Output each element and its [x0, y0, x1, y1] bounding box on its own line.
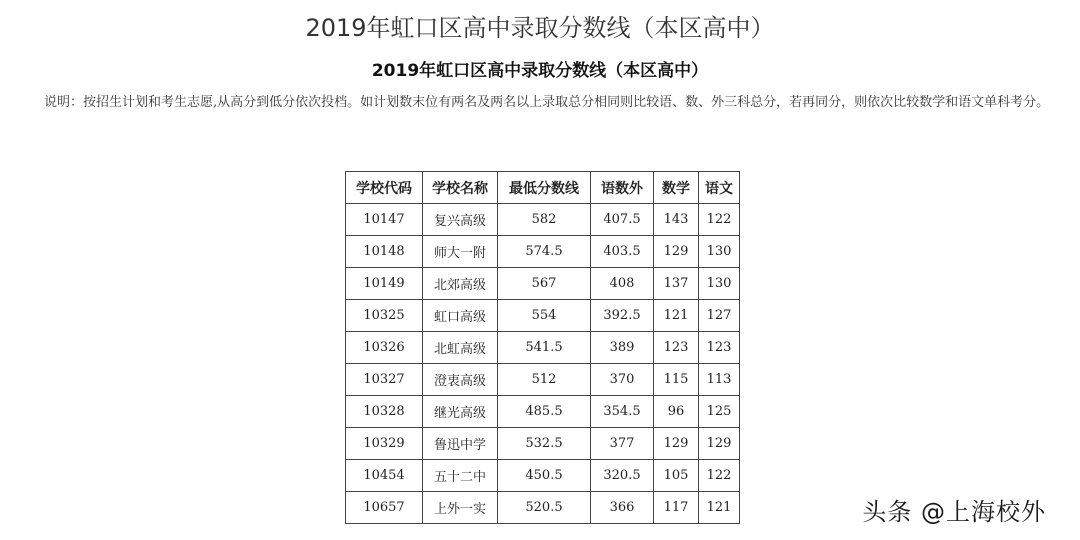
- school-code-cell: 10326: [346, 332, 423, 364]
- school-code-cell: 10329: [346, 428, 423, 460]
- table-body: [346, 204, 740, 524]
- school-code-cell: 10148: [346, 236, 423, 268]
- math-score-cell: 129: [654, 428, 699, 460]
- table-row: [346, 460, 740, 492]
- table-header-row: [346, 172, 740, 204]
- column-header-school-code: 学校代码: [346, 172, 423, 204]
- cme-score-cell: 320.5: [591, 460, 654, 492]
- cme-score-cell: 389: [591, 332, 654, 364]
- min-score-cell: 520.5: [498, 492, 591, 524]
- table-row: [346, 396, 740, 428]
- cme-score-cell: 366: [591, 492, 654, 524]
- math-score-cell: 137: [654, 268, 699, 300]
- math-score-cell: 115: [654, 364, 699, 396]
- cme-score-cell: 392.5: [591, 300, 654, 332]
- school-code-cell: 10657: [346, 492, 423, 524]
- table-row: [346, 332, 740, 364]
- table-row: [346, 268, 740, 300]
- math-score-cell: 143: [654, 204, 699, 236]
- column-header-school-name: 学校名称: [423, 172, 498, 204]
- school-code-cell: 10328: [346, 396, 423, 428]
- chinese-score-cell: 130: [699, 236, 740, 268]
- school-code-cell: 10325: [346, 300, 423, 332]
- chinese-score-cell: 122: [699, 460, 740, 492]
- table-row: [346, 236, 740, 268]
- chinese-score-cell: 125: [699, 396, 740, 428]
- source-watermark: 头条 @上海校外: [862, 498, 1046, 526]
- table-row: [346, 300, 740, 332]
- math-score-cell: 123: [654, 332, 699, 364]
- school-name-cell: 五十二中: [423, 460, 498, 492]
- column-header-chinese-math-english: 语数外: [591, 172, 654, 204]
- math-score-cell: 121: [654, 300, 699, 332]
- chinese-score-cell: 123: [699, 332, 740, 364]
- table-row: [346, 428, 740, 460]
- school-name-cell: 继光高级: [423, 396, 498, 428]
- chinese-score-cell: 113: [699, 364, 740, 396]
- chinese-score-cell: 130: [699, 268, 740, 300]
- school-name-cell: 北郊高级: [423, 268, 498, 300]
- cme-score-cell: 403.5: [591, 236, 654, 268]
- math-score-cell: 96: [654, 396, 699, 428]
- cme-score-cell: 377: [591, 428, 654, 460]
- school-name-cell: 上外一实: [423, 492, 498, 524]
- chinese-score-cell: 121: [699, 492, 740, 524]
- min-score-cell: 485.5: [498, 396, 591, 428]
- min-score-cell: 554: [498, 300, 591, 332]
- chinese-score-cell: 127: [699, 300, 740, 332]
- min-score-cell: 582: [498, 204, 591, 236]
- column-header-math: 数学: [654, 172, 699, 204]
- school-name-cell: 北虹高级: [423, 332, 498, 364]
- admission-score-table: [345, 171, 740, 524]
- cme-score-cell: 408: [591, 268, 654, 300]
- min-score-cell: 532.5: [498, 428, 591, 460]
- min-score-cell: 567: [498, 268, 591, 300]
- explanation-note: 说明：按招生计划和考生志愿,从高分到低分依次投档。如计划数末位有两名及两名以上录取总分相同则比较语、数、外三科总分，若再同分，则依次比较数学和语文单科考分。: [44, 95, 1050, 110]
- table-row: [346, 492, 740, 524]
- math-score-cell: 105: [654, 460, 699, 492]
- column-header-min-score: 最低分数线: [498, 172, 591, 204]
- school-code-cell: 10327: [346, 364, 423, 396]
- column-header-chinese: 语文: [699, 172, 740, 204]
- cme-score-cell: 407.5: [591, 204, 654, 236]
- article-subtitle: 2019年虹口区高中录取分数线（本区高中）: [371, 61, 709, 81]
- school-code-cell: 10454: [346, 460, 423, 492]
- table-row: [346, 364, 740, 396]
- school-name-cell: 师大一附: [423, 236, 498, 268]
- min-score-cell: 512: [498, 364, 591, 396]
- school-name-cell: 复兴高级: [423, 204, 498, 236]
- cme-score-cell: 370: [591, 364, 654, 396]
- school-name-cell: 虹口高级: [423, 300, 498, 332]
- chinese-score-cell: 122: [699, 204, 740, 236]
- chinese-score-cell: 129: [699, 428, 740, 460]
- math-score-cell: 117: [654, 492, 699, 524]
- page-title: 2019年虹口区高中录取分数线（本区高中）: [305, 14, 775, 42]
- table-row: [346, 204, 740, 236]
- math-score-cell: 129: [654, 236, 699, 268]
- min-score-cell: 450.5: [498, 460, 591, 492]
- min-score-cell: 574.5: [498, 236, 591, 268]
- cme-score-cell: 354.5: [591, 396, 654, 428]
- school-name-cell: 鲁迅中学: [423, 428, 498, 460]
- school-code-cell: 10149: [346, 268, 423, 300]
- school-code-cell: 10147: [346, 204, 423, 236]
- min-score-cell: 541.5: [498, 332, 591, 364]
- school-name-cell: 澄衷高级: [423, 364, 498, 396]
